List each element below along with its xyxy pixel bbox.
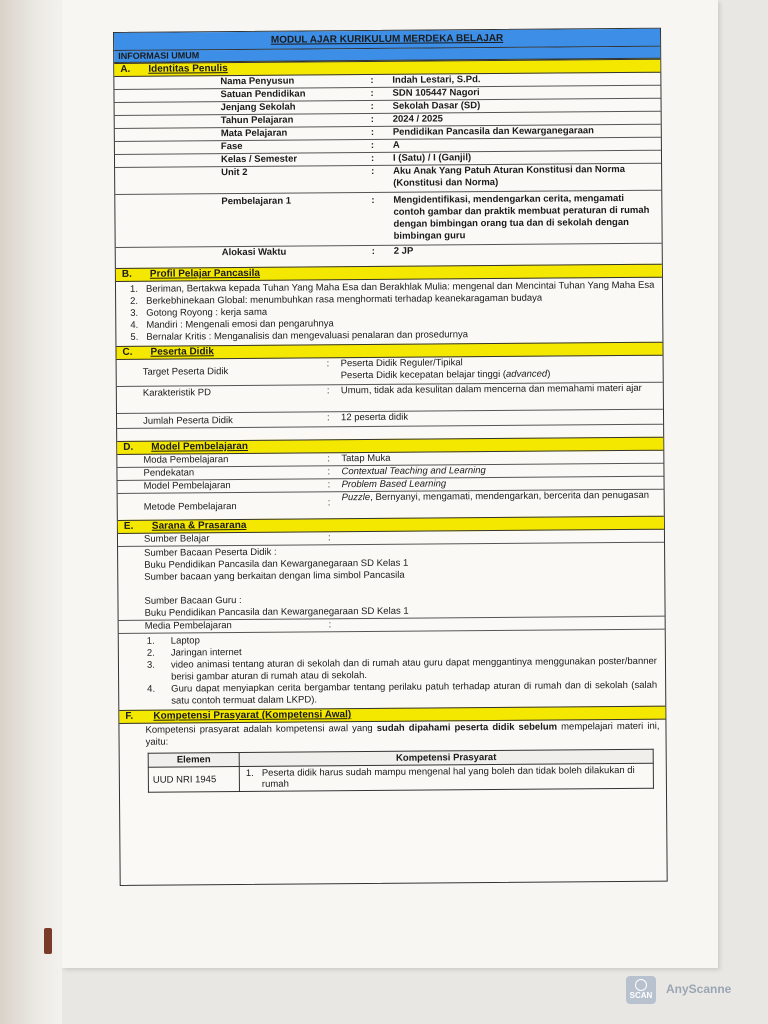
section-a-body	[114, 73, 661, 260]
target-row: Target Peserta Didik : Peserta Didik Reguler/Tipikal Peserta Didik kecepatan belajar tinggi (advanced)	[117, 356, 663, 387]
model-row: Model Pembelajaran : Problem Based Learning	[118, 477, 664, 494]
scan-background	[0, 0, 62, 1024]
table-cell: UUD NRI 1945	[148, 767, 239, 793]
list-item: 3. Gotong Royong : kerja sama	[130, 306, 268, 319]
list-item: 1. Laptop	[146, 635, 200, 647]
identity-row: Tahun Pelajaran : 2024 / 2025	[115, 112, 661, 129]
bacaan-pd-block: Sumber Bacaan Peserta Didik : Buku Pendidikan Pancasila dan Kewarganegaraan SD Kelas 1 Sumber bacaan yang berkaitan dengan lima simbol Pancasila Sumber Bacaan Guru : Buku Pendidikan Pancasila dan Kewarganegaraan SD Kelas 1	[144, 546, 409, 619]
profile-list	[116, 278, 662, 346]
document-title: MODUL AJAR KURIKULUM MERDEKA BELAJAR	[114, 29, 660, 51]
row-value: SDN 105447 Nagori	[392, 87, 480, 99]
row-key: Satuan Pendidikan	[220, 88, 306, 101]
list-item: 4. Guru dapat menyiapkan cerita bergambar tentang perilaku patuh terhadap aturan di rumah dan di sekolah (salah satu contoh termuat dalam LKPD).	[147, 679, 658, 707]
section-letter: D.	[123, 441, 134, 453]
row-value: 2024 / 2025	[392, 113, 443, 125]
table-cell: 1. Peserta didik harus sudah mampu mengenal hal yang boleh dan tidak boleh dilakukan di rumah	[239, 763, 653, 791]
row-value: 2 JP	[393, 245, 414, 257]
identity-row: Pembelajaran 1 : Mengidentifikasi, mendengarkan cerita, mengamati contoh gambar dan praktik membuat peraturan di rumah dengan bimbingan orang tua dan di sekolah dengan bimbingan guru	[115, 191, 661, 247]
section-letter: B.	[121, 268, 132, 280]
identity-row: Jenjang Sekolah : Sekolah Dasar (SD)	[115, 99, 661, 116]
binder-mark	[44, 928, 52, 954]
section-letter: E.	[123, 520, 134, 532]
section-title: Peserta Didik	[150, 346, 214, 358]
identity-row: Nama Penyusun : Indah Lestari, S.Pd.	[114, 73, 660, 90]
media-row: Media Pembelajaran :	[119, 616, 665, 634]
section-title: Identitas Penulis	[148, 63, 228, 75]
media-list	[119, 630, 666, 710]
list-item: 2. Jaringan internet	[146, 647, 242, 659]
prasyarat-text: Kompetensi prasyarat adalah kompetensi awal yang sudah dipahami peserta didik sebelum mempelajari materi ini, yaitu:	[145, 720, 660, 748]
row-key: Alokasi Waktu	[221, 246, 287, 259]
row-key: Mata Pelajaran	[220, 127, 288, 140]
section-title: Profil Pelajar Pancasila	[149, 267, 261, 280]
row-value: Pendidikan Pancasila dan Kewarganegaraan	[392, 125, 595, 138]
row-value: Sekolah Dasar (SD)	[392, 100, 481, 112]
identity-row: Unit 2 : Aku Anak Yang Patuh Aturan Konstitusi dan Norma (Konstitusi dan Norma)	[115, 164, 661, 195]
row-key: Nama Penyusun	[220, 75, 295, 88]
section-letter: A.	[120, 63, 131, 75]
metode-row: Metode Pembelajaran : Puzzle, Bernyanyi, mengamati, mendengarkan, bercerita dan penugasan	[143, 489, 650, 513]
row-value: A	[392, 139, 400, 151]
row-key: Kelas / Semester	[220, 153, 298, 166]
module-document	[113, 28, 668, 886]
list-item: 1. Beriman, Bertakwa kepada Tuhan Yang Maha Esa dan Berakhlak Mulia: mengenal dan Mencintai Tuhan Yang Maha Esa	[129, 279, 655, 295]
row-key: Fase	[220, 140, 243, 153]
list-item: 5. Bernalar Kritis : Menganalisis dan mengevaluasi penalaran dan prosedurnya	[130, 329, 469, 343]
row-key: Pembelajaran 1	[221, 195, 292, 208]
identity-row: Satuan Pendidikan : SDN 105447 Nagori	[114, 86, 660, 103]
identity-row: Alokasi Waktu : 2 JP	[116, 243, 662, 260]
row-key: Unit 2	[221, 166, 248, 179]
sumber-belajar-row: Sumber Belajar :	[118, 530, 664, 547]
row-key: Jenjang Sekolah	[220, 101, 296, 114]
row-value: Aku Anak Yang Patuh Aturan Konstitusi dan Norma (Konstitusi dan Norma)	[393, 163, 626, 189]
identity-row: Fase : A	[115, 138, 661, 155]
list-item: 4. Mandiri : Mengenali emosi dan pengaruhnya	[130, 318, 334, 331]
section-letter: C.	[122, 346, 133, 358]
prasyarat-table	[148, 749, 654, 793]
moda-row: Moda Pembelajaran : Tatap Muka	[117, 451, 663, 468]
jumlah-row: Jumlah Peserta Didik : 12 peserta didik	[143, 411, 409, 427]
row-value: I (Satu) / I (Ganjil)	[392, 152, 472, 164]
row-value: Mengidentifikasi, mendengarkan cerita, mengamati contoh gambar dan praktik membuat peraturan di rumah dengan bimbingan orang tua dan di sekolah dengan bimbingan guru	[393, 192, 650, 242]
scanner-logo-icon: SCAN	[626, 976, 656, 1004]
row-key: Tahun Pelajaran	[220, 114, 294, 127]
section-title: Model Pembelajaran	[151, 440, 249, 453]
row-value: Indah Lestari, S.Pd.	[392, 74, 481, 86]
pendekatan-row: Pendekatan : Contextual Teaching and Learning	[117, 464, 663, 481]
table-row	[148, 763, 653, 792]
identity-row: Mata Pelajaran : Pendidikan Pancasila dan Kewarganegaraan	[115, 125, 661, 142]
section-title: Kompetensi Prasyarat (Kompetensi Awal)	[153, 709, 352, 722]
scanner-watermark-text: AnyScanne	[666, 982, 732, 996]
section-title: Sarana & Prasarana	[151, 519, 247, 532]
section-letter: F.	[125, 710, 134, 722]
list-item: 3. video animasi tentang aturan di sekolah dan di rumah atau guru dapat menggantinya menggunakan poster/banner berisi gambar aturan di rumah atau di sekolah.	[146, 655, 658, 683]
table-header: Kompetensi Prasyarat	[239, 749, 653, 766]
table-header: Elemen	[148, 753, 239, 768]
karakteristik-row: Karakteristik PD : Umum, tidak ada kesulitan dalam mencerna dan memahami materi ajar	[117, 383, 663, 414]
list-item: 2. Berkebhinekaan Global: menumbuhkan rasa menghormati terhadap keanekaragaman budaya	[130, 292, 543, 307]
document-subtitle: INFORMASI UMUM	[114, 47, 660, 63]
identity-row: Kelas / Semester : I (Satu) / I (Ganjil)	[115, 151, 661, 168]
